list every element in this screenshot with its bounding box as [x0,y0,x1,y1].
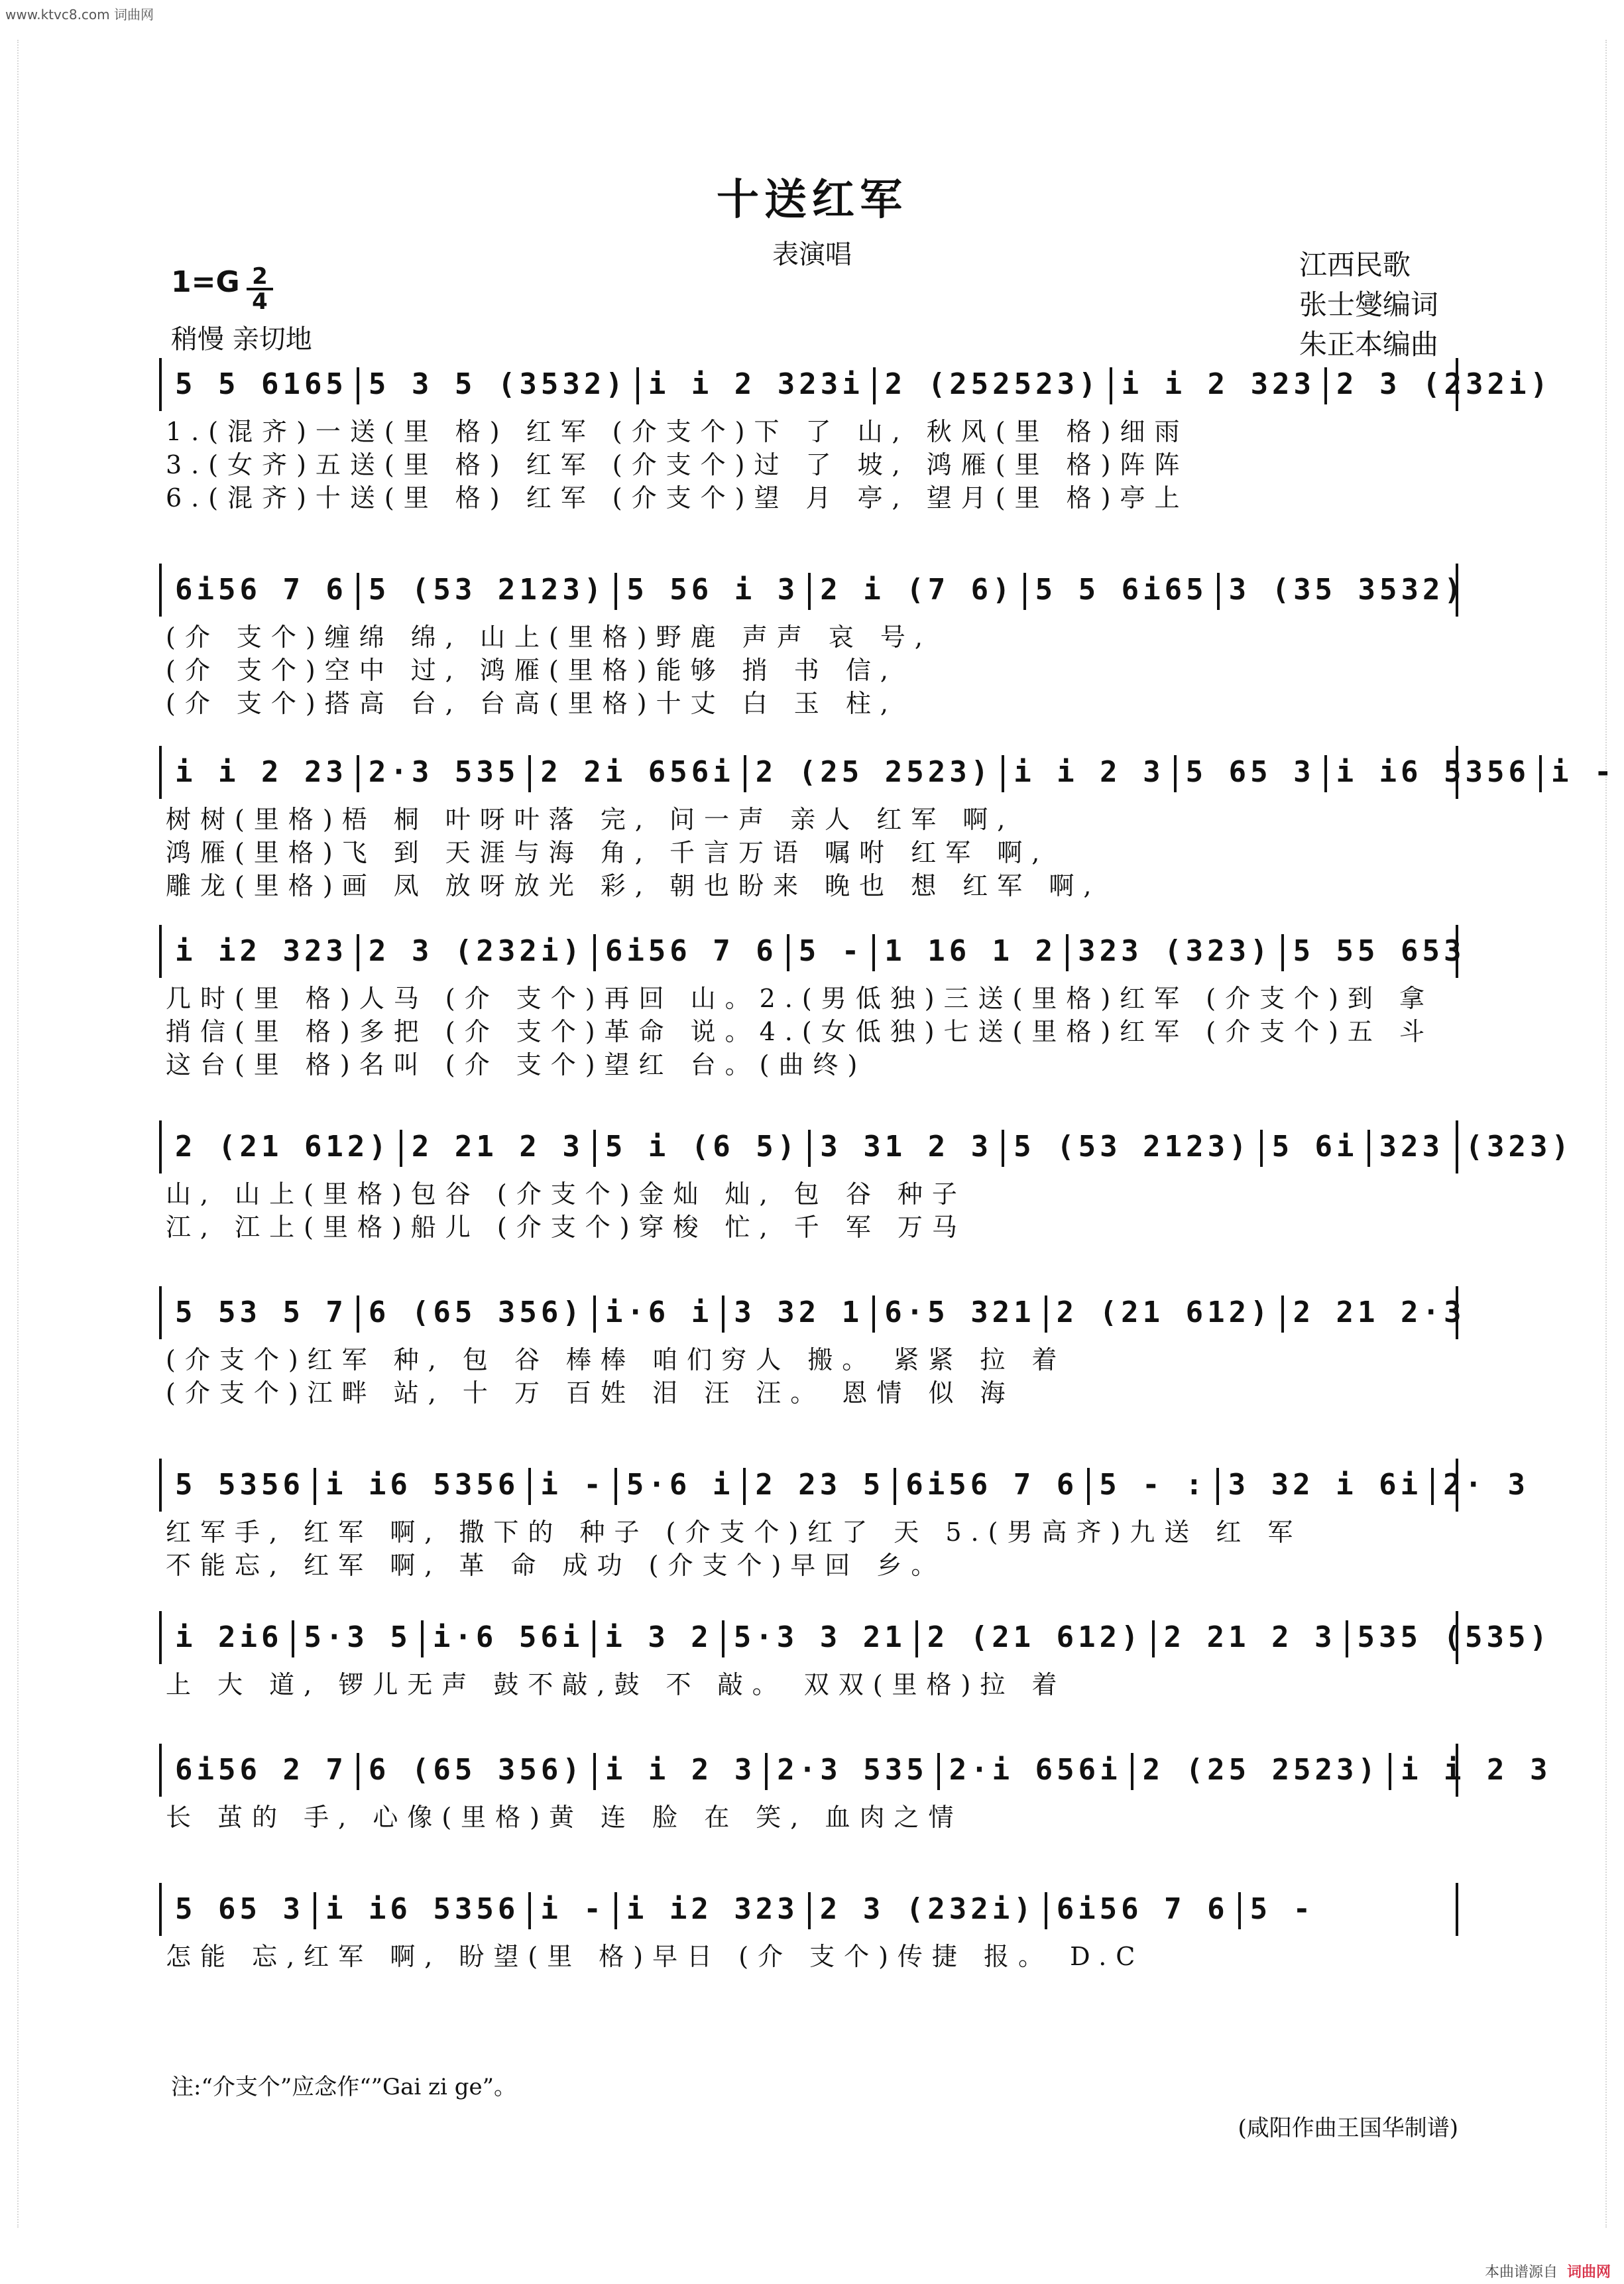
credit-arranger: 朱正本编曲 [1299,328,1439,361]
barline [1281,1295,1284,1333]
barline [894,1468,896,1505]
lyric-line: 长 茧的 手, 心像(里格)黄 连 脸 在 笑, 血肉之情 [166,1803,963,1832]
measure: 6 (65 356) [368,1295,584,1329]
measure: 2 (21 612) [175,1130,390,1164]
barline [593,1753,596,1790]
top-bar [0,0,1624,27]
key-signature: 1=G [171,265,240,299]
measure: 5 5356 [175,1468,304,1502]
lyric-line: 捎信(里 格)多把 (介 支个)革命 说。4.(女低独)七送(里格)红军 (介支个)五 斗 [166,1017,1434,1046]
barline [357,1295,359,1333]
barline [528,1892,531,1929]
measure: 2 21 2 3 [1163,1620,1336,1654]
barline [722,1620,725,1657]
barline [1217,573,1220,610]
measure: 535 (535) [1357,1620,1551,1654]
measure: 2·3 535 [777,1753,928,1787]
barline [357,573,359,610]
measure: 2· 3 [1443,1468,1530,1502]
credit-origin: 江西民歌 [1299,249,1411,281]
measure: 5 53 5 7 [175,1295,347,1329]
barline [528,1468,531,1505]
measure: 5 5 6i65 [1035,573,1208,607]
barline [636,367,639,404]
barline [1131,1753,1133,1790]
lyric-line: 红军手, 红军 啊, 撒下的 种子 (介支个)红了 天 5.(男高齐)九送 红 军 [166,1518,1303,1547]
measure: i i 2 3 [605,1753,756,1787]
credit-lyricist: 张士燮编词 [1299,288,1439,321]
notation-line [159,1286,1466,1339]
meter-top: 2 [247,265,273,290]
measure: i i2 323 [175,934,347,968]
lyric-line: (介支个)江畔 站, 十 万 百姓 泪 汪 汪。 恩情 似 海 [166,1378,1015,1408]
barline [528,755,531,792]
measure: i i6 5356 [1336,755,1530,789]
barline [1431,1468,1434,1505]
barline [1389,1753,1391,1790]
measure: 5 55 653 [1293,934,1466,968]
barline [872,934,875,971]
barline [357,755,359,792]
measure: 6i56 2 7 [175,1753,347,1787]
barline [1045,1295,1047,1333]
notation-line [159,1120,1573,1173]
credits [1299,245,1438,365]
measure: 2 3 (232i) [819,1892,1035,1926]
measure: 2·i 656i [949,1753,1122,1787]
right-margin-watermark [1605,40,1621,2228]
barline [873,367,876,404]
lyric-line: 江, 江上(里格)船儿 (介支个)穿梭 忙, 千 军 万马 [166,1213,966,1242]
time-signature [247,265,273,313]
barline [593,1130,596,1167]
song-title: 十送红军 [717,175,907,225]
measure: 5 - [798,934,864,968]
lyric-line: 6.(混齐)十送(里 格) 红军 (介支个)望 月 亭, 望月(里 格)亭上 [166,483,1189,512]
lyric-line: 1.(混齐)一送(里 格) 红军 (介支个)下 了 山, 秋风(里 格)细雨 [166,417,1189,446]
measure: i i6 5356 [325,1468,520,1502]
measure: 1 16 1 2 [884,934,1057,968]
measure: 5 65 3 [175,1892,304,1926]
pronunciation-note: 注:“介支个”应念作“”Gai zi ge”。 [171,2074,516,2100]
measure: i i 2 323 [1121,367,1316,401]
barline [1539,755,1542,792]
measure: 5 (53 2123) [368,573,606,607]
measure: 2 i (7 6) [820,573,1014,607]
lyric-line: 不能忘, 红军 啊, 革 命 成功 (介支个)早回 乡。 [166,1551,946,1580]
barline [357,367,359,404]
score-system [159,1611,1551,1701]
measure: i·6 i [605,1295,713,1329]
barline [1045,1892,1047,1929]
barline [314,1468,316,1505]
measure: 2 3 (232i) [368,934,584,968]
measure: 6i56 7 6 [905,1468,1078,1502]
score-system [159,1120,1573,1244]
barline [593,1620,595,1657]
barline [400,1130,402,1167]
barline [614,1892,617,1929]
barline [1002,1130,1004,1167]
measure: i 2i6 [175,1620,283,1654]
measure: 2 (25 2523) [755,755,993,789]
measure: 5·3 5 [304,1620,412,1654]
barline [808,1130,811,1167]
measure: i i 2 3 [1401,1753,1552,1787]
barline [722,1295,725,1333]
barline [1260,1130,1263,1167]
notation-line [159,1883,1458,1936]
barline [765,1753,768,1790]
barline [1324,755,1327,792]
notation-line [159,1744,1552,1797]
measure: i i 2 3 [1014,755,1165,789]
lyric-line: 树树(里格)梧 桐 叶呀叶落 完, 问一声 亲人 红军 啊, [166,805,1015,834]
measure: 5·6 i [626,1468,734,1502]
barline [744,755,746,792]
measure: i i 2 323i [648,367,864,401]
transcriber-credit: (咸阳作曲王国华制谱) [1238,2115,1458,2141]
meter-bottom: 4 [252,288,268,315]
measure: i 3 2 [605,1620,713,1654]
barline [808,1892,811,1929]
barline [1324,367,1327,404]
left-margin-watermark [3,40,19,2228]
barline [872,1295,875,1333]
measure: 5 (53 2123) [1014,1130,1251,1164]
measure: i i6 5356 [325,1892,520,1926]
lyric-line: (介 支个)空中 过, 鸿雁(里格)能够 捎 书 信, [166,656,898,685]
measure: 323 (323) [1078,934,1272,968]
barline [593,1295,596,1333]
measure: 3 32 i 6i [1228,1468,1422,1502]
measure: 3 (35 3532) [1228,573,1466,607]
measure: 2 23 5 [755,1468,885,1502]
measure: i - [540,1892,605,1926]
lyric-line: 这台(里 格)名叫 (介 支个)望红 台。(曲终) [166,1050,867,1079]
barline [314,1892,316,1929]
score-system [159,358,1552,514]
measure: 2 21 2 3 [411,1130,584,1164]
barline [1002,755,1004,792]
barline [1281,934,1284,971]
barline [808,573,811,610]
lyric-line: 鸿雁(里格)飞 到 天涯与海 角, 千言万语 嘱咐 红军 啊, [166,838,1049,867]
measure: 6i56 7 6 [1056,1892,1229,1926]
notation-line [159,564,1466,617]
barline [1367,1130,1370,1167]
score-system [159,564,1466,720]
barline [1087,1468,1090,1505]
measure: 5 6i [1271,1130,1358,1164]
barline [1066,934,1069,971]
barline [1152,1620,1155,1657]
lyric-line: 上 大 道, 锣儿无声 鼓不敲,鼓 不 敲。 双双(里格)拉 着 [166,1670,1067,1699]
measure: 5 - : [1099,1468,1207,1502]
notation-line [159,925,1466,978]
lyric-line: 山, 山上(里格)包谷 (介支个)金灿 灿, 包 谷 种子 [166,1179,966,1209]
measure: 6·5 321 [884,1295,1035,1329]
barline [614,1468,617,1505]
measure: 2 (25 2523) [1142,1753,1380,1787]
barline [357,934,359,971]
notation-line [159,358,1552,411]
barline [1110,367,1112,404]
measure: 2 (252523) [884,367,1100,401]
lyric-line: 雕龙(里格)画 凤 放呀放光 彩, 朝也盼来 晚也 想 红军 啊, [166,871,1101,900]
barline [357,1753,359,1790]
footer [1485,2261,1611,2281]
barline [1216,1468,1219,1505]
measure: 6i56 7 6 [175,573,347,607]
measure: 3 31 2 3 [820,1130,993,1164]
score-system [159,746,1616,902]
measure: i - [540,1468,605,1502]
lyric-line: 3.(女齐)五送(里 格) 红军 (介支个)过 了 坡, 鸿雁(里 格)阵阵 [166,450,1189,479]
barline [1238,1892,1241,1929]
barline [1174,755,1177,792]
lyric-line: (介支个)红军 种, 包 谷 棒棒 咱们穷人 搬。 紧紧 拉 着 [166,1345,1067,1374]
measure: 5 i (6 5) [605,1130,799,1164]
measure: 5 65 3 [1185,755,1315,789]
measure: 323 (323) [1379,1130,1573,1164]
measure: i i 2 23 [175,755,347,789]
barline [292,1620,294,1657]
source-watermark: www.ktvc8.com 词曲网 [5,7,154,23]
barline [614,573,617,610]
score-system [159,1883,1458,1973]
score-system [159,1286,1466,1410]
score-system [159,1459,1530,1582]
measure: 2·3 535 [368,755,520,789]
measure: 2 (21 612) [927,1620,1143,1654]
notation-line [159,746,1616,799]
measure: 2 2i 656i [540,755,734,789]
barline [421,1620,424,1657]
notation-line [159,1611,1551,1664]
measure: 2 (21 612) [1056,1295,1272,1329]
score-system [159,1744,1552,1834]
measure: 5 - [1249,1892,1315,1926]
measure: 3 32 1 [734,1295,864,1329]
measure: 2 3 (232i) [1336,367,1552,401]
measure: 5 56 i 3 [626,573,799,607]
lyric-line: 怎能 忘,红军 啊, 盼望(里 格)早日 (介 支个)传捷 报。 D.C [166,1942,1145,1971]
measure: 5·3 3 21 [733,1620,906,1654]
barline [593,934,596,971]
tempo-marking: 稍慢 亲切地 [171,324,312,355]
measure: 5 3 5 (3532) [368,367,627,401]
measure: 6 (65 356) [368,1753,584,1787]
lyric-line: (介 支个)搭高 台, 台高(里格)十丈 白 玉 柱, [166,689,898,718]
song-subtitle: 表演唱 [772,239,852,270]
lyric-line: 几时(里 格)人马 (介 支个)再回 山。2.(男低独)三送(里格)红军 (介支个)到 拿 [166,984,1434,1013]
measure: i·6 56i [432,1620,584,1654]
score-system [159,925,1466,1081]
measure: i i2 323 [626,1892,799,1926]
footer-site-label: 词曲网 [1566,2264,1611,2281]
barline [1346,1620,1348,1657]
lyric-line: (介 支个)缠绵 绵, 山上(里格)野鹿 声声 哀 号, [166,623,932,652]
barline [743,1468,746,1505]
barline [915,1620,918,1657]
notation-line [159,1459,1530,1512]
measure: 6i56 7 6 [605,934,778,968]
measure: i - [1551,755,1616,789]
barline [787,934,789,971]
measure: 2 21 2·3 [1293,1295,1466,1329]
barline [937,1753,940,1790]
footer-source-label: 本曲谱源自 [1484,2264,1558,2281]
barline [1023,573,1026,610]
measure: 5 5 6165 [175,367,347,401]
